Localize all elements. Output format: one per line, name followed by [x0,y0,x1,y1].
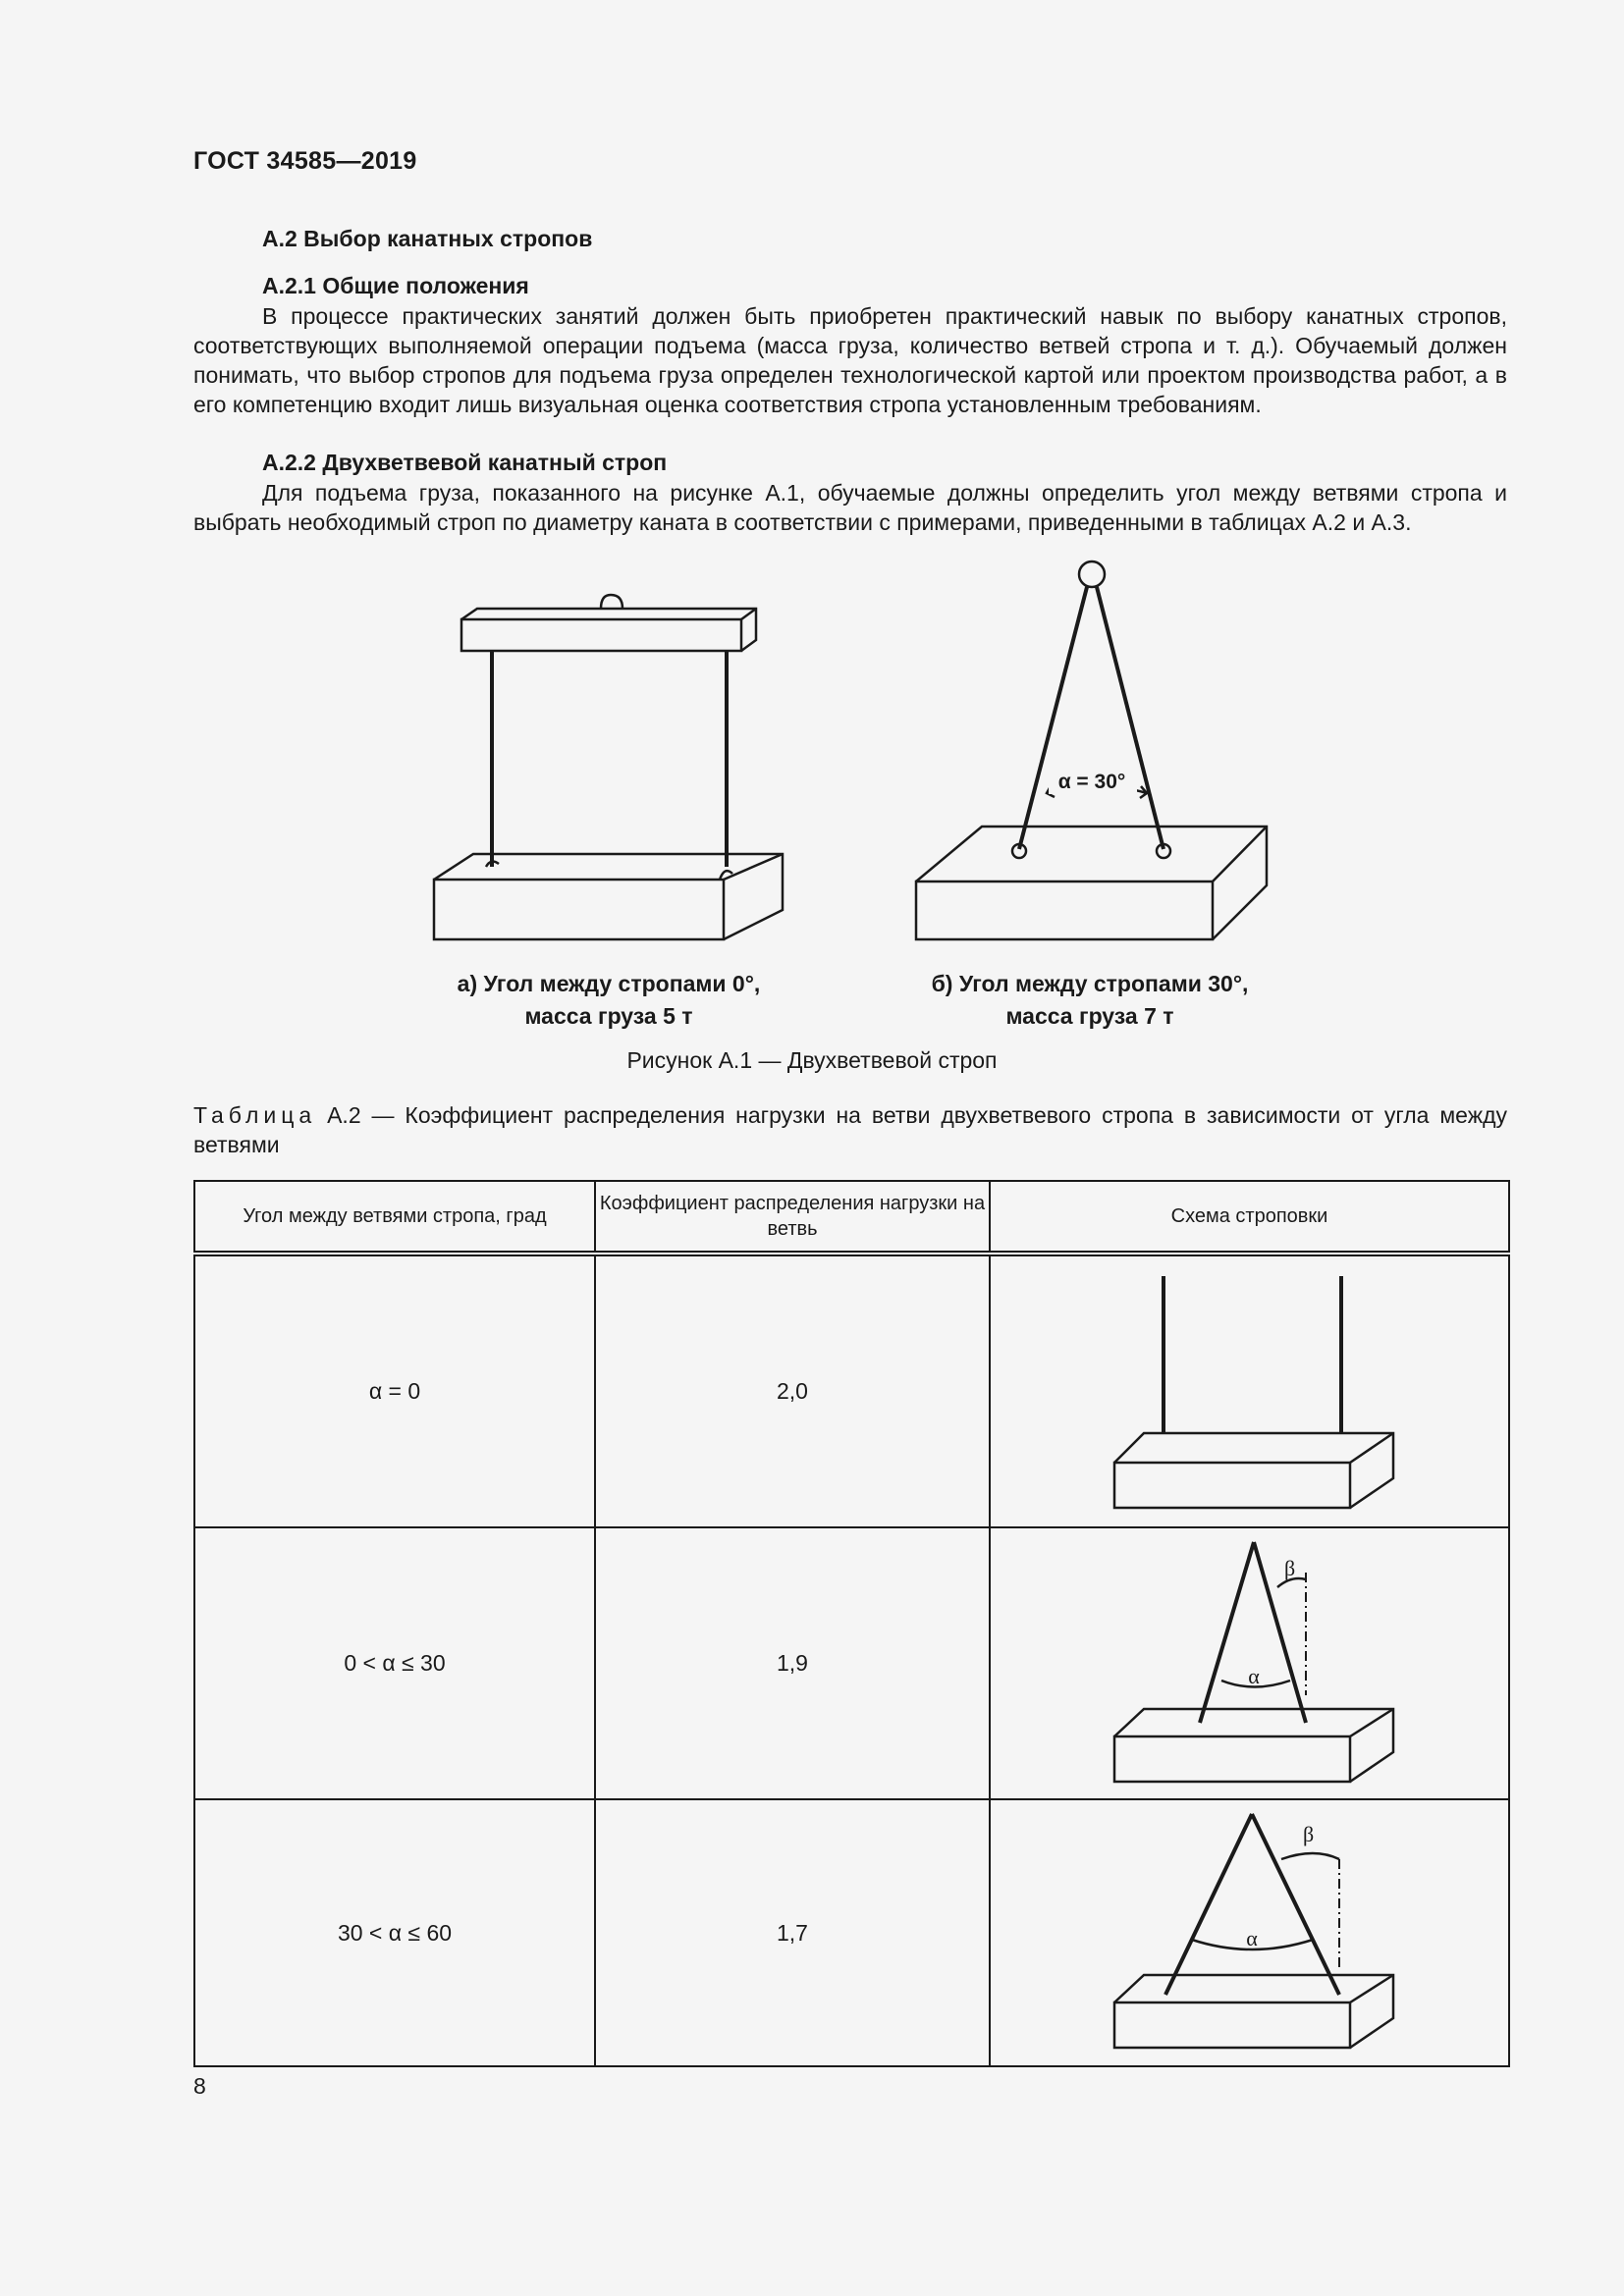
figure-caption-b-line1: б) Угол между стропами 30°, [931,971,1249,996]
scheme-left-leg [1165,1814,1252,1995]
table-header-coef: Коэффициент распределения нагрузки на ветвь [595,1181,990,1254]
figure-b-sling-legs [1019,587,1164,849]
scheme-alpha-label: α [1248,1664,1260,1688]
table-cell-coef: 2,0 [595,1254,990,1527]
scheme-load-block [1114,1433,1393,1508]
scheme-beta-label: β [1284,1556,1296,1580]
table-header-row [194,1181,1509,1254]
section-a22-title: А.2.2 Двухветвевой канатный строп [262,450,668,475]
scheme-load-block [1114,1709,1393,1782]
section-a21-title: А.2.1 Общие положения [262,273,529,298]
scheme-vertical-slings [991,1256,1510,1526]
figure-a-hook-icon [601,595,623,609]
figure-caption-b-line2: масса груза 7 т [1005,1003,1174,1029]
table-cell-coef: 1,9 [595,1527,990,1799]
table-title [193,1100,1507,1159]
table-header-angle: Угол между ветвями стропа, град [194,1181,595,1254]
scheme-left-leg [1200,1542,1254,1723]
figure-b-angle-label: α = 30° [1057,771,1126,793]
scheme-wide-angle [991,1800,1510,2065]
scheme-alpha-label: α [1246,1926,1258,1950]
table-cell-scheme [990,1527,1509,1799]
page-number: 8 [193,2073,206,2099]
table-cell-angle: 0 < α ≤ 30 [194,1527,595,1799]
table-cell-angle: 30 < α ≤ 60 [194,1799,595,2066]
scheme-load-block [1114,1975,1393,2048]
document-header: ГОСТ 34585—2019 [193,147,417,175]
figure-b-ring-icon [1079,561,1105,587]
table-row [194,1254,1509,1527]
scheme-right-leg [1254,1542,1306,1723]
figure-caption-a-line1: а) Угол между стропами 0°, [457,971,761,996]
figure-a-sling-legs [492,651,727,867]
table-cell-scheme [990,1254,1509,1527]
figure-caption-a-line2: масса груза 5 т [524,1003,693,1029]
scheme-beta-label: β [1303,1822,1315,1846]
figure-b-load-block [916,827,1267,939]
figure-title: Рисунок А.1 — Двухветвевой строп [626,1047,998,1073]
scheme-narrow-angle [991,1528,1510,1798]
figure-a1 [0,0,1624,982]
scheme-beta-arc [1281,1853,1339,1859]
scheme-right-leg [1252,1814,1339,1995]
section-a2-title: А.2 Выбор канатных стропов [262,226,593,251]
table-row [194,1527,1509,1799]
figure-a-spreader-beam [461,609,756,651]
table-header-scheme: Схема строповки [990,1181,1509,1254]
section-a21-text: В процессе практических занятий должен быть приобретен практический навык по выбору канатных стропов, соответствующих выполняемой операции подъема (масса груза, количество ветвей стропа и т. д.). Обучаемый должен понимать, что выбор стропов для подъема груза определен технологической картой или проектом производства работ, а в его компетенцию входит лишь визуальная оценка соответствия стропа установленным требованиям. [193,303,1507,417]
table-a2 [193,1180,1510,2067]
figure-caption-b [903,968,1276,1033]
table-cell-scheme [990,1799,1509,2066]
table-title-prefix: Таблица [193,1102,317,1128]
table-title-text: А.2 — Коэффициент распределения нагрузки на ветви двухветвевого стропа в зависимости от угла между ветвями [193,1102,1507,1157]
table-cell-coef: 1,7 [595,1799,990,2066]
section-a22-text: Для подъема груза, показанного на рисунке А.1, обучаемые должны определить угол между ветвями стропа и выбрать необходимый строп по диаметру каната в соответствии с примерами, приведенными в таблицах А.2 и А.3. [193,480,1507,535]
table-cell-angle: α = 0 [194,1254,595,1527]
table-row [194,1799,1509,2066]
figure-caption-a [432,968,785,1033]
